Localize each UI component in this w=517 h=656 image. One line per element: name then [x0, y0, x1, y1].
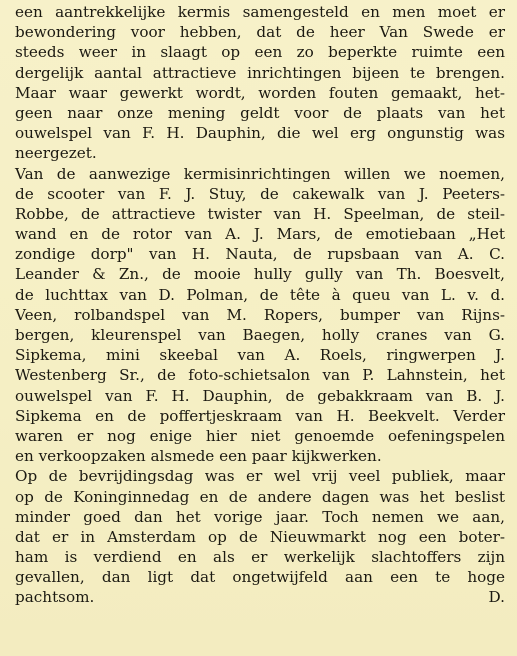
article-body: [15, 2, 505, 608]
article-line: Westenberg Sr., de foto-schietsalon van P. Lahnstein, het: [15, 366, 505, 385]
article-line: ouwelspel van F. H. Dauphin, die wel erg ongunstig was: [15, 124, 505, 143]
article-line: Robbe, de attractieve twister van H. Speelman, de steil-: [15, 204, 505, 223]
article-line: Sipkema, mini skeebal van A. Roels, ringwerpen J.: [15, 346, 505, 365]
article-line: de scooter van F. J. Stuy, de cakewalk van J. Peeters-: [15, 184, 505, 203]
article-line: minder goed dan het vorige jaar. Toch nemen we aan,: [15, 507, 505, 526]
article-line: bewondering voor hebben, dat de heer Van Swede er: [15, 23, 505, 42]
article-line: wand en de rotor van A. J. Mars, de emotiebaan „Het: [15, 225, 505, 244]
article-line: bergen, kleurenspel van Baegen, holly cranes van G.: [15, 326, 505, 344]
article-line: Sipkema en de poffertjeskraam van H. Beekvelt. Verder: [15, 406, 505, 425]
article-line: Op de bevrijdingsdag was er wel vrij veel publiek, maar: [15, 467, 505, 486]
article-line: dergelijk aantal attractieve inrichtingen bijeen te brengen.: [15, 63, 505, 82]
article-line: gevallen, dan ligt dat ongetwijfeld aan een te hoge: [15, 568, 505, 587]
article-line: ham is verdiend en als er werkelijk slachtoffers zijn: [15, 548, 505, 567]
article-line: zondige dorp" van H. Nauta, de rupsbaan van A. C.: [15, 245, 505, 264]
article-line: steeds weer in slaagt op een zo beperkte ruimte een: [15, 43, 505, 62]
article-line: en verkoopzaken alsmede een paar kijkwerken.: [15, 447, 382, 466]
article-line: Maar waar gewerkt wordt, worden fouten gemaakt, het-: [15, 83, 505, 102]
closing-line: [15, 587, 505, 607]
article-line: de luchttax van D. Polman, de tête à queu van L. v. d.: [15, 285, 505, 304]
article-line: waren er nog enige hier niet genoemde oefeningspelen: [15, 426, 505, 445]
article-line: ouwelspel van F. H. Dauphin, de gebakkraam van B. J.: [15, 386, 505, 405]
author-signature: D.: [488, 588, 505, 607]
article-last-line: pachtsom.: [15, 588, 95, 607]
article-line: een aantrekkelijke kermis samengesteld en men moet er: [15, 3, 505, 21]
article-line: Leander & Zn., de mooie hully gully van Th. Boesvelt,: [15, 265, 505, 284]
article-line: dat er in Amsterdam op de Nieuwmarkt nog een boter-: [15, 527, 505, 546]
article-line: Veen, rolbandspel van M. Ropers, bumper van Rijns-: [15, 305, 505, 324]
article-line: op de Koninginnedag en de andere dagen was het beslist: [15, 487, 505, 506]
article-line: Van de aanwezige kermisinrichtingen willen we noemen,: [15, 164, 505, 183]
article-line: geen naar onze mening geldt voor de plaats van het: [15, 103, 505, 122]
article-line: neergezet.: [15, 144, 97, 163]
